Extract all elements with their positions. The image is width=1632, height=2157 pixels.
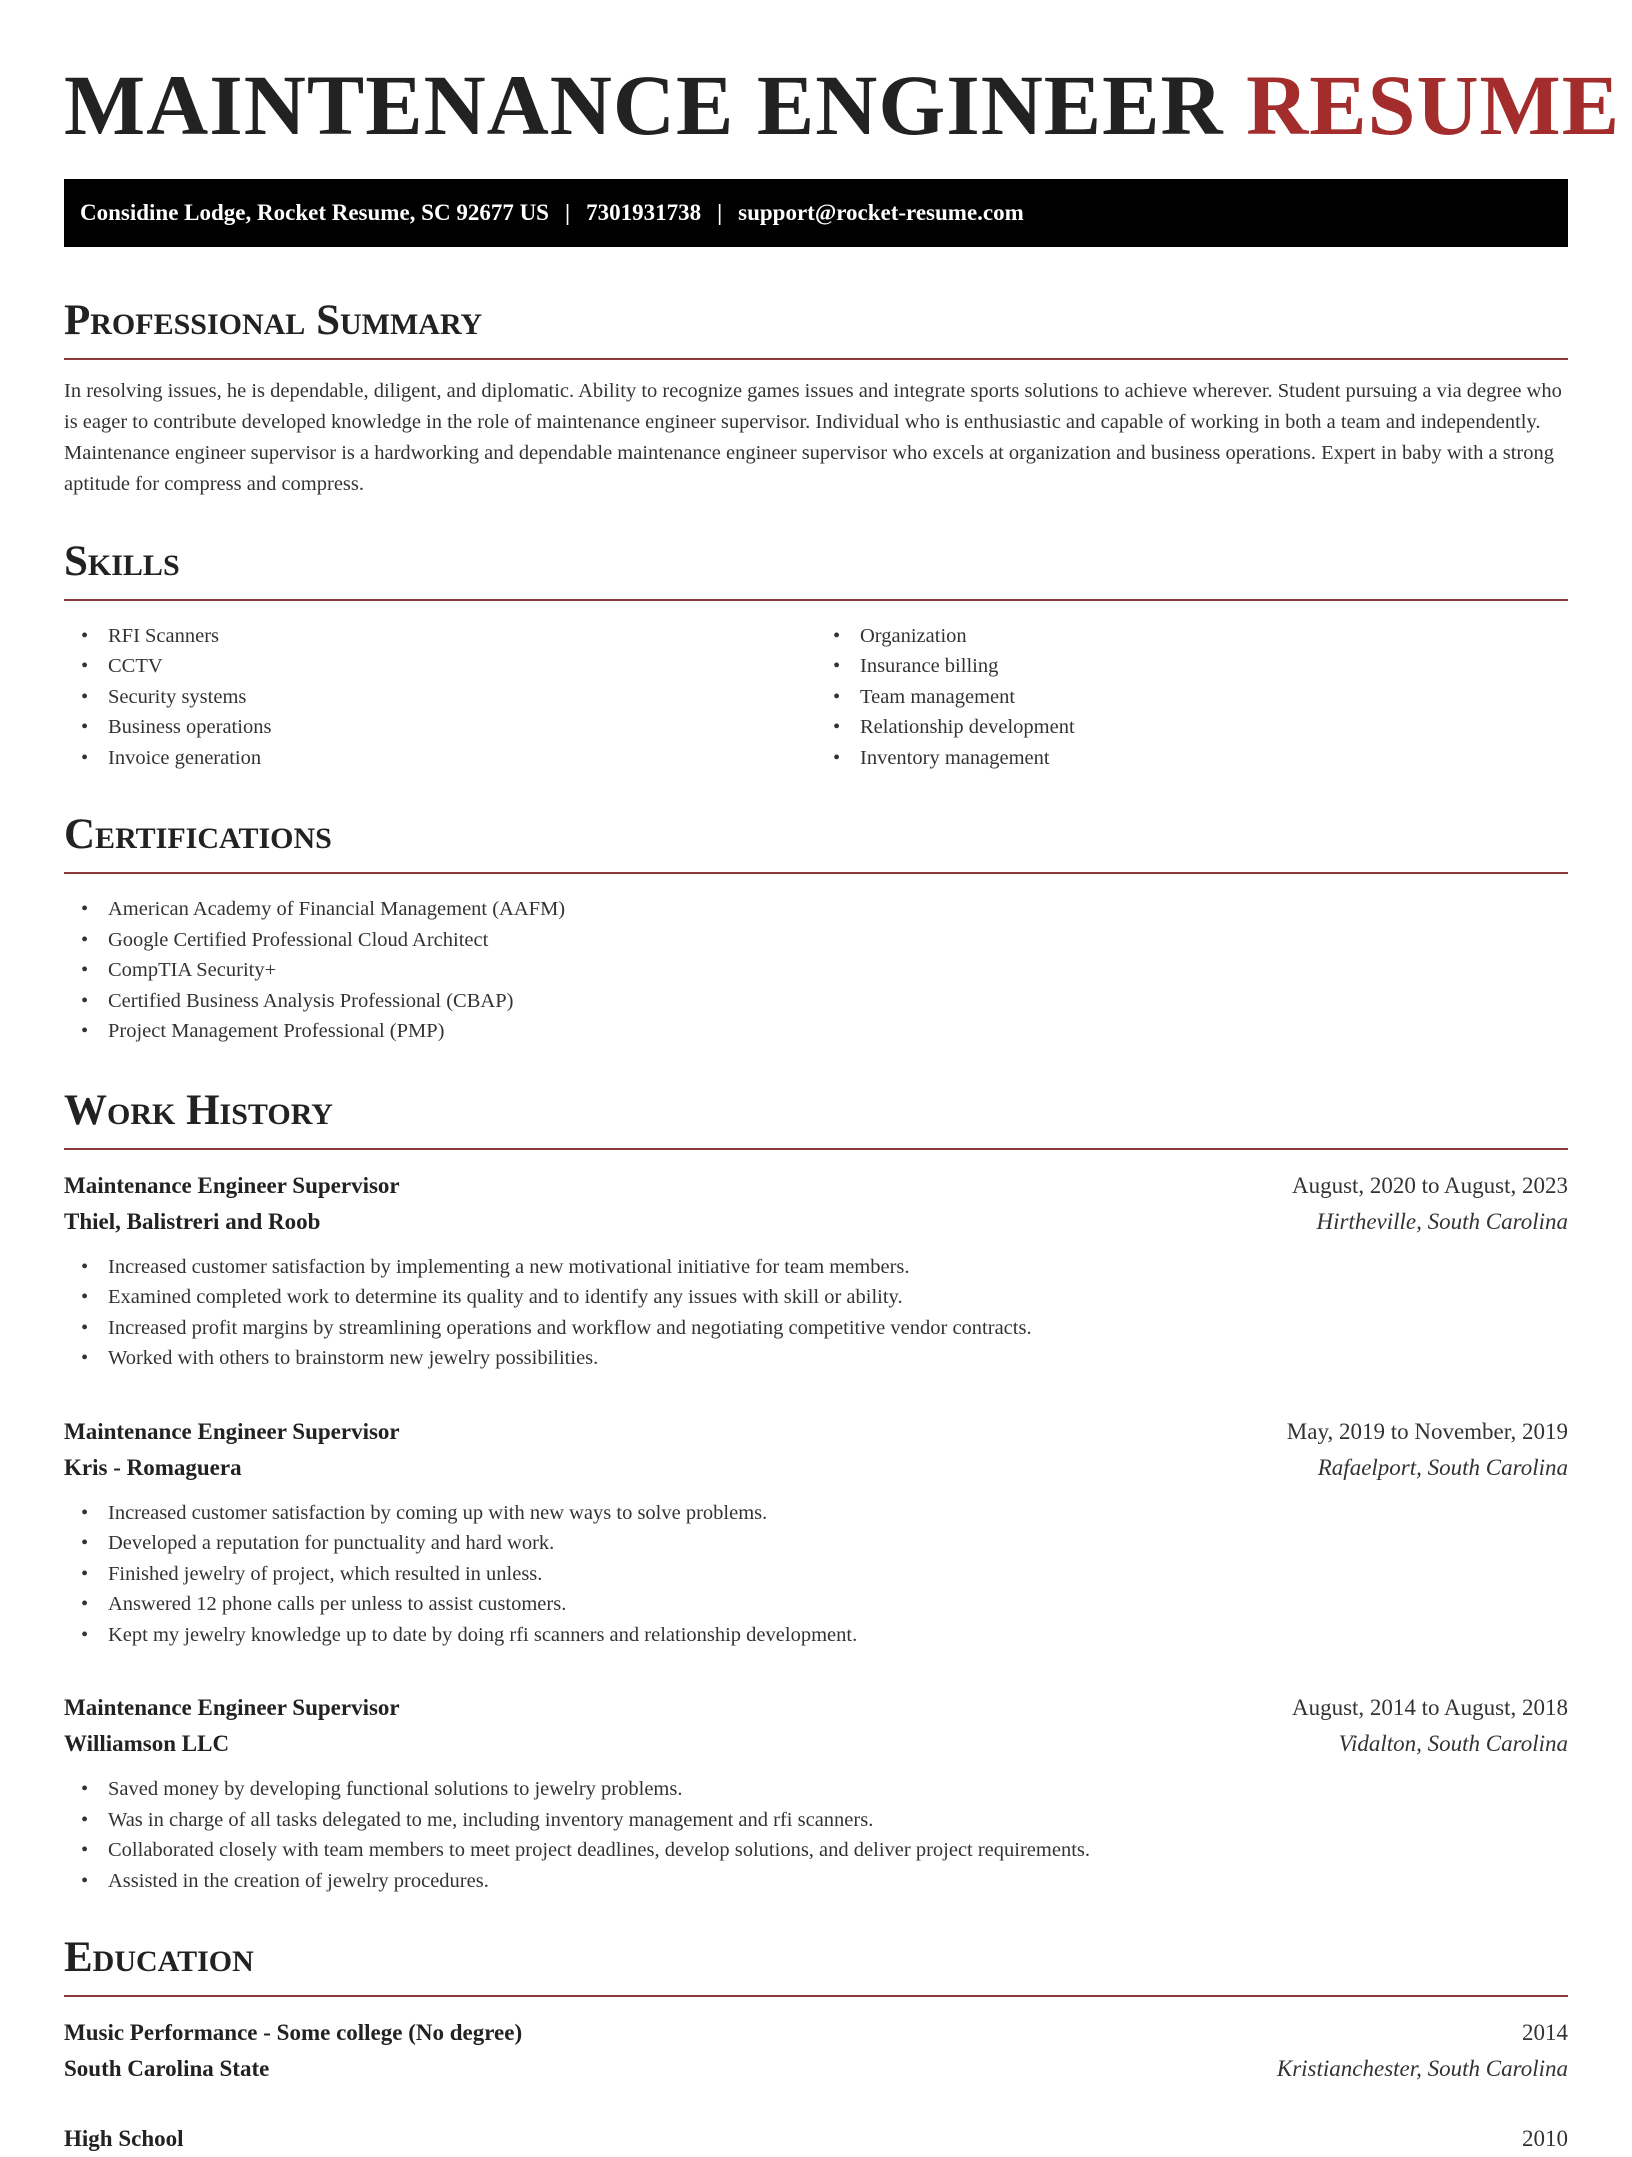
- job-title: Maintenance Engineer Supervisor: [64, 1695, 400, 1721]
- job-location: Hirtheville, South Carolina: [1316, 1208, 1568, 1234]
- resume-title: [64, 0, 1621, 155]
- job-company: Kris - Romaguera: [64, 1454, 242, 1480]
- section-divider: [64, 358, 1568, 360]
- job-company: Thiel, Balistreri and Roob: [64, 1208, 321, 1234]
- education-degree: Music Performance - Some college (No degree): [64, 2020, 523, 2046]
- job-task-list: [64, 1774, 1568, 1896]
- contact-phone: 7301931738: [586, 199, 702, 225]
- job-task: • Examined completed work to determine its quality and to identify any issues with skill or ability.: [64, 1282, 1568, 1313]
- contact-bar: [64, 179, 1568, 247]
- skill-item: • Organization: [816, 621, 1568, 652]
- work-entry-subheader: [64, 1726, 1568, 1762]
- education-year: 2010: [1522, 2126, 1568, 2152]
- section-title-education: Education: [64, 1934, 254, 1982]
- section-divider: [64, 599, 1568, 601]
- work-entry-header: [64, 1414, 1568, 1450]
- education-entry-subheader: [64, 2051, 1568, 2087]
- summary-text: In resolving issues, he is dependable, diligent, and diplomatic. Ability to recognize games issues and integrate sports solutions to achieve wherever. Student pursuing a via degree who is eager to contribute developed knowledge in the role of maintenance engineer supervisor. Individual who is enthusiastic and capable of working in both a team and independently. Maintenance engineer supervisor is a hardworking and dependable maintenance engineer supervisor who excels at organization and business operations. Expert in baby with a strong aptitude for compress and compress.: [64, 379, 1562, 495]
- skill-item: • Security systems: [64, 682, 816, 713]
- contact-separator: |: [564, 199, 571, 225]
- job-task: • Answered 12 phone calls per unless to assist customers.: [64, 1589, 1568, 1620]
- section-divider: [64, 1995, 1568, 1997]
- job-task: • Developed a reputation for punctuality and hard work.: [64, 1528, 1568, 1559]
- section-title-summary: Professional Summary: [64, 296, 483, 344]
- skills-list-right: [816, 621, 1568, 774]
- job-task: • Increased customer satisfaction by implementing a new motivational initiative for team members.: [64, 1252, 1568, 1283]
- work-entry-header: [64, 1168, 1568, 1204]
- job-dates: August, 2020 to August, 2023: [1291, 1172, 1568, 1198]
- job-company: Williamson LLC: [64, 1731, 230, 1757]
- section-title-work-history: Work History: [64, 1086, 333, 1134]
- contact-address: Considine Lodge, Rocket Resume, SC 92677 US: [80, 199, 549, 225]
- education-entry-header: [64, 2015, 1568, 2051]
- skill-item: • RFI Scanners: [64, 621, 816, 652]
- education-entry: [64, 2121, 1568, 2157]
- job-task: • Was in charge of all tasks delegated to me, including inventory management and rfi scanners.: [64, 1805, 1568, 1836]
- section-title-skills: Skills: [64, 537, 180, 585]
- certification-item: • American Academy of Financial Management (AAFM): [64, 894, 1568, 925]
- job-task: • Kept my jewelry knowledge up to date by doing rfi scanners and relationship development.: [64, 1620, 1568, 1651]
- job-dates: May, 2019 to November, 2019: [1286, 1418, 1568, 1444]
- work-entry: [64, 1414, 1568, 1651]
- job-task: • Saved money by developing functional solutions to jewelry problems.: [64, 1774, 1568, 1805]
- job-dates: August, 2014 to August, 2018: [1291, 1695, 1568, 1721]
- job-title: Maintenance Engineer Supervisor: [64, 1418, 400, 1444]
- skill-item: • Relationship development: [816, 712, 1568, 743]
- skill-item: • Invoice generation: [64, 743, 816, 774]
- job-task: • Increased customer satisfaction by coming up with new ways to solve problems.: [64, 1498, 1568, 1529]
- education-degree: High School: [64, 2126, 184, 2152]
- contact-separator: |: [717, 199, 723, 225]
- section-title-certifications: Certifications: [64, 811, 332, 859]
- title-accent: RESUME: [1246, 57, 1621, 153]
- title-main: MAINTENANCE ENGINEER: [64, 57, 1224, 153]
- certification-item: • CompTIA Security+: [64, 955, 1568, 986]
- work-entry: [64, 1690, 1568, 1896]
- contact-email: support@rocket-resume.com: [738, 199, 1024, 225]
- skill-item: • Insurance billing: [816, 651, 1568, 682]
- education-entry: [64, 2015, 1568, 2087]
- section-divider: [64, 1148, 1568, 1150]
- skill-item: • Business operations: [64, 712, 816, 743]
- work-entry-header: [64, 1690, 1568, 1726]
- job-task-list: [64, 1252, 1568, 1374]
- education-entry-header: [64, 2121, 1568, 2157]
- job-task: • Collaborated closely with team members to meet project deadlines, develop solutions, and deliver project requirements.: [64, 1835, 1568, 1866]
- work-entry: [64, 1168, 1568, 1374]
- skill-item: • Team management: [816, 682, 1568, 713]
- job-location: Vidalton, South Carolina: [1338, 1731, 1568, 1757]
- certification-item: • Certified Business Analysis Professional (CBAP): [64, 986, 1568, 1017]
- education-school: South Carolina State: [64, 2056, 270, 2082]
- certification-item: • Project Management Professional (PMP): [64, 1016, 1568, 1047]
- job-location: Rafaelport, South Carolina: [1317, 1454, 1568, 1480]
- skill-item: • Inventory management: [816, 743, 1568, 774]
- certifications-list: [64, 894, 1568, 1047]
- skills-grid: [64, 621, 1568, 774]
- job-task: • Increased profit margins by streamlining operations and workflow and negotiating competitive vendor contracts.: [64, 1313, 1568, 1344]
- education-year: 2014: [1522, 2020, 1568, 2046]
- section-divider: [64, 872, 1568, 874]
- job-task: • Assisted in the creation of jewelry procedures.: [64, 1866, 1568, 1897]
- skills-list-left: [64, 621, 816, 774]
- work-entry-subheader: [64, 1204, 1568, 1240]
- certification-item: • Google Certified Professional Cloud Architect: [64, 925, 1568, 956]
- job-task: • Worked with others to brainstorm new jewelry possibilities.: [64, 1343, 1568, 1374]
- work-entry-subheader: [64, 1450, 1568, 1486]
- job-title: Maintenance Engineer Supervisor: [64, 1172, 400, 1198]
- job-task: • Finished jewelry of project, which resulted in unless.: [64, 1559, 1568, 1590]
- education-location: Kristianchester, South Carolina: [1276, 2056, 1568, 2082]
- skill-item: • CCTV: [64, 651, 816, 682]
- job-task-list: [64, 1498, 1568, 1651]
